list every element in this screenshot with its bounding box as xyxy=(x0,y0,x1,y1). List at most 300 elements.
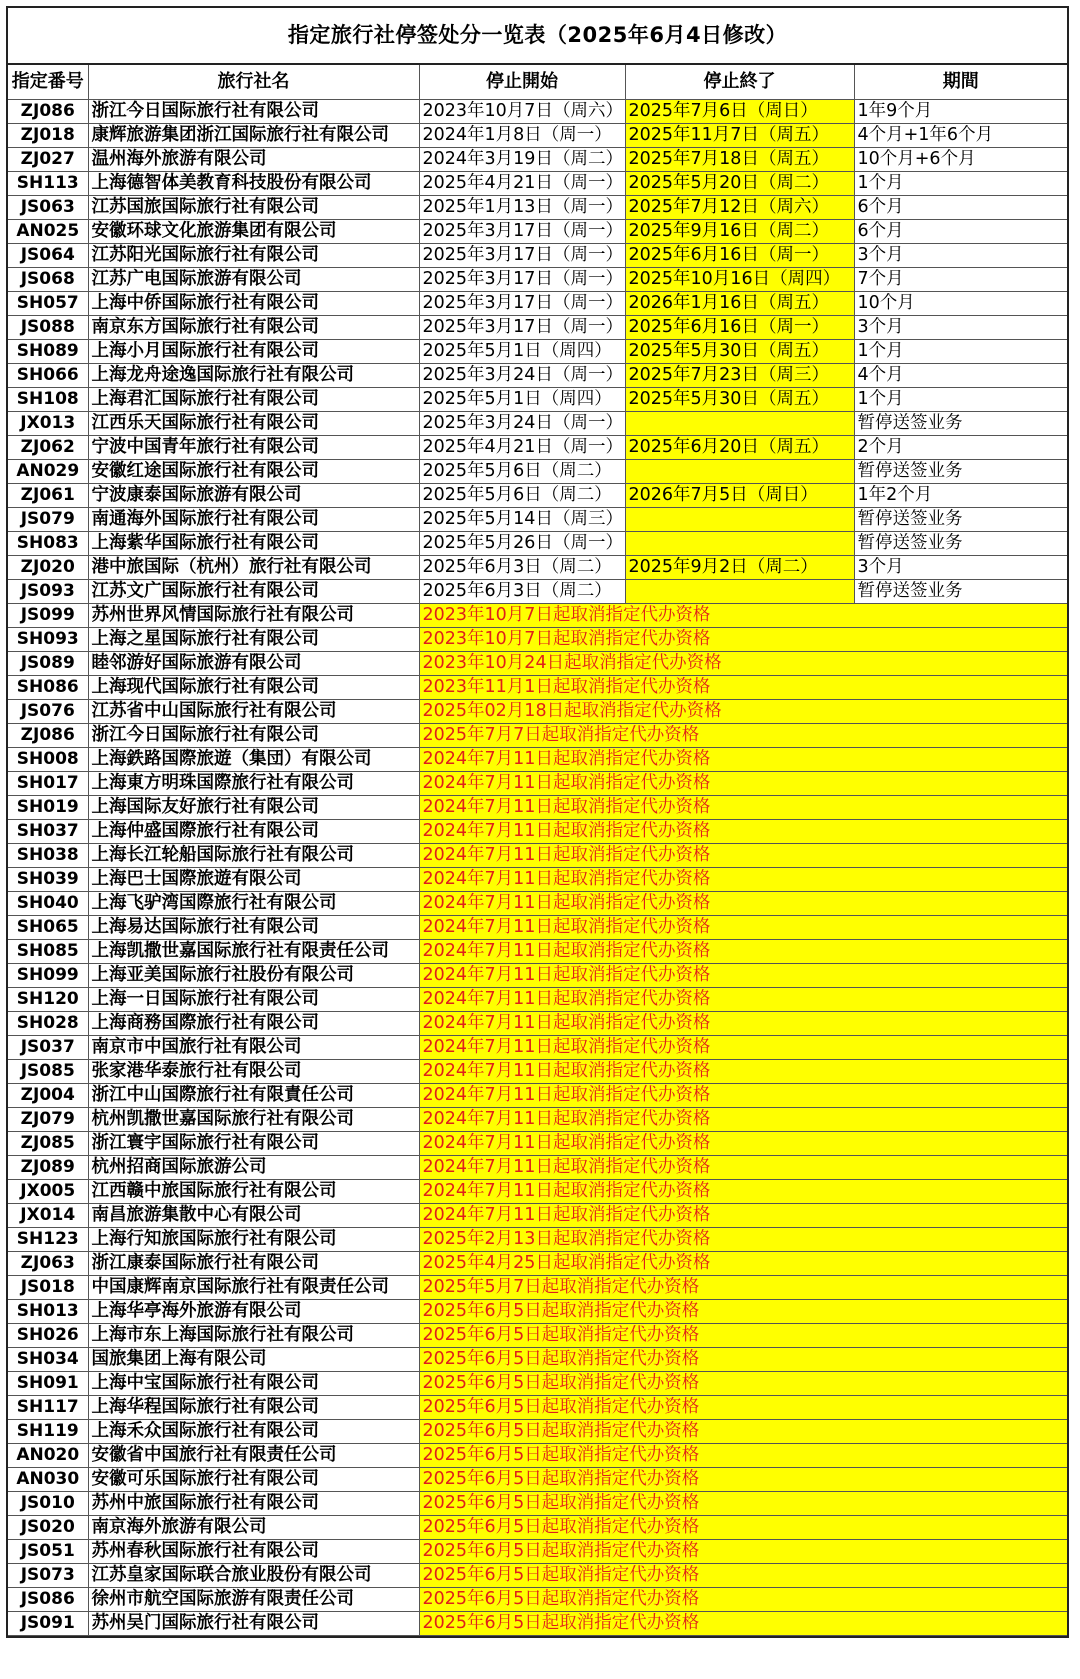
col-header-start: 停止開始 xyxy=(419,65,625,99)
table-row xyxy=(8,1251,1067,1275)
cancellation-note: 2025年02月18日起取消指定代办资格 xyxy=(419,699,1067,723)
agency-code: SH093 xyxy=(8,627,88,651)
table-row xyxy=(8,171,1067,195)
cancellation-note: 2024年7月11日起取消指定代办资格 xyxy=(419,1203,1067,1227)
cancellation-note: 2025年6月5日起取消指定代办资格 xyxy=(419,1539,1067,1563)
cancellation-note: 2024年7月11日起取消指定代办资格 xyxy=(419,939,1067,963)
stop-period: 7个月 xyxy=(854,267,1067,291)
agency-code: ZJ086 xyxy=(8,99,88,123)
stop-start: 2025年3月17日（周一） xyxy=(419,315,625,339)
table-row xyxy=(8,555,1067,579)
header-row xyxy=(8,65,1067,99)
table-row xyxy=(8,579,1067,603)
agency-code: JS037 xyxy=(8,1035,88,1059)
stop-period: 6个月 xyxy=(854,195,1067,219)
agency-name: 上海巴士国際旅遊有限公司 xyxy=(88,867,419,891)
agency-code: ZJ063 xyxy=(8,1251,88,1275)
agency-name: 上海龙舟途逸国际旅行社有限公司 xyxy=(88,363,419,387)
agency-code: JS068 xyxy=(8,267,88,291)
cancellation-note: 2025年6月5日起取消指定代办资格 xyxy=(419,1299,1067,1323)
stop-period: 3个月 xyxy=(854,243,1067,267)
col-header-end: 停止終了 xyxy=(625,65,854,99)
stop-start: 2025年3月17日（周一） xyxy=(419,267,625,291)
agency-name: 江西乐天国际旅行社有限公司 xyxy=(88,411,419,435)
cancellation-note: 2025年6月5日起取消指定代办资格 xyxy=(419,1371,1067,1395)
col-header-period: 期間 xyxy=(854,65,1067,99)
cancellation-note: 2024年7月11日起取消指定代办资格 xyxy=(419,819,1067,843)
table-row xyxy=(8,243,1067,267)
table-row xyxy=(8,771,1067,795)
agency-name: 安徽省中国旅行社有限责任公司 xyxy=(88,1443,419,1467)
agency-code: SH113 xyxy=(8,171,88,195)
agency-name: 国旅集团上海有限公司 xyxy=(88,1347,419,1371)
table-row xyxy=(8,123,1067,147)
stop-end: 2025年7月18日（周五） xyxy=(625,147,854,171)
cancellation-note: 2025年6月5日起取消指定代办资格 xyxy=(419,1515,1067,1539)
agency-code: SH034 xyxy=(8,1347,88,1371)
table-row xyxy=(8,1611,1067,1635)
stop-start: 2024年1月8日（周一） xyxy=(419,123,625,147)
agency-name: 上海德智体美教育科技股份有限公司 xyxy=(88,171,419,195)
table-row xyxy=(8,99,1067,123)
agency-code: SH099 xyxy=(8,963,88,987)
stop-end: 2025年11月7日（周五） xyxy=(625,123,854,147)
agency-name: 苏州吴门国际旅行社有限公司 xyxy=(88,1611,419,1635)
agency-code: ZJ085 xyxy=(8,1131,88,1155)
agency-name: 南昌旅游集散中心有限公司 xyxy=(88,1203,419,1227)
table-row xyxy=(8,1467,1067,1491)
agency-code: JS073 xyxy=(8,1563,88,1587)
table-row xyxy=(8,843,1067,867)
agency-code: JS086 xyxy=(8,1587,88,1611)
stop-end: 2025年6月16日（周一） xyxy=(625,315,854,339)
col-header-name: 旅行社名 xyxy=(88,65,419,99)
stop-period: 4个月+1年6个月 xyxy=(854,123,1067,147)
agency-code: SH066 xyxy=(8,363,88,387)
agency-name: 浙江中山国際旅行社有限責任公司 xyxy=(88,1083,419,1107)
agency-code: SH091 xyxy=(8,1371,88,1395)
table-row xyxy=(8,267,1067,291)
suspension-table xyxy=(8,65,1067,1636)
agency-name: 上海华亭海外旅游有限公司 xyxy=(88,1299,419,1323)
agency-name: 南京东方国际旅行社有限公司 xyxy=(88,315,419,339)
table-row xyxy=(8,939,1067,963)
agency-name: 安徽环球文化旅游集团有限公司 xyxy=(88,219,419,243)
stop-end: 2025年7月12日（周六） xyxy=(625,195,854,219)
agency-code: SH086 xyxy=(8,675,88,699)
agency-name: 上海鉄路国際旅遊（集団）有限公司 xyxy=(88,747,419,771)
table-row xyxy=(8,315,1067,339)
agency-name: 浙江康泰国际旅行社有限公司 xyxy=(88,1251,419,1275)
agency-name: 苏州世界风情国际旅行社有限公司 xyxy=(88,603,419,627)
table-row xyxy=(8,1419,1067,1443)
stop-period: 1年9个月 xyxy=(854,99,1067,123)
agency-code: JS099 xyxy=(8,603,88,627)
cancellation-note: 2025年6月5日起取消指定代办资格 xyxy=(419,1587,1067,1611)
stop-period: 1个月 xyxy=(854,171,1067,195)
table-row xyxy=(8,387,1067,411)
table-row xyxy=(8,651,1067,675)
cancellation-note: 2025年5月7日起取消指定代办资格 xyxy=(419,1275,1067,1299)
agency-code: SH119 xyxy=(8,1419,88,1443)
cancellation-note: 2025年4月25日起取消指定代办资格 xyxy=(419,1251,1067,1275)
stop-period: 暂停送签业务 xyxy=(854,411,1067,435)
cancellation-note: 2024年7月11日起取消指定代办资格 xyxy=(419,891,1067,915)
agency-code: JS085 xyxy=(8,1059,88,1083)
cancellation-note: 2024年7月11日起取消指定代办资格 xyxy=(419,963,1067,987)
stop-end: 2025年7月6日（周日） xyxy=(625,99,854,123)
cancellation-note: 2024年7月11日起取消指定代办资格 xyxy=(419,1083,1067,1107)
table-row xyxy=(8,915,1067,939)
table-row xyxy=(8,723,1067,747)
cancellation-note: 2024年7月11日起取消指定代办资格 xyxy=(419,867,1067,891)
agency-code: JS076 xyxy=(8,699,88,723)
stop-period: 10个月 xyxy=(854,291,1067,315)
cancellation-note: 2025年6月5日起取消指定代办资格 xyxy=(419,1347,1067,1371)
table-row xyxy=(8,291,1067,315)
stop-period: 暂停送签业务 xyxy=(854,507,1067,531)
agency-code: JX005 xyxy=(8,1179,88,1203)
table-row xyxy=(8,1395,1067,1419)
table-row xyxy=(8,1131,1067,1155)
agency-code: SH083 xyxy=(8,531,88,555)
stop-start: 2025年5月26日（周一） xyxy=(419,531,625,555)
stop-end: 2025年5月30日（周五） xyxy=(625,339,854,363)
agency-code: JS091 xyxy=(8,1611,88,1635)
stop-end: 2026年1月16日（周五） xyxy=(625,291,854,315)
table-row xyxy=(8,1323,1067,1347)
table-row xyxy=(8,1299,1067,1323)
table-row xyxy=(8,963,1067,987)
agency-code: AN025 xyxy=(8,219,88,243)
table-row xyxy=(8,1227,1067,1251)
cancellation-note: 2023年10月7日起取消指定代办资格 xyxy=(419,603,1067,627)
table-row xyxy=(8,339,1067,363)
agency-name: 宁波中国青年旅行社有限公司 xyxy=(88,435,419,459)
table-row xyxy=(8,507,1067,531)
agency-code: SH017 xyxy=(8,771,88,795)
agency-code: SH019 xyxy=(8,795,88,819)
agency-code: ZJ018 xyxy=(8,123,88,147)
stop-period: 1年2个月 xyxy=(854,483,1067,507)
agency-code: JS064 xyxy=(8,243,88,267)
table-row xyxy=(8,627,1067,651)
cancellation-note: 2024年7月11日起取消指定代办资格 xyxy=(419,1107,1067,1131)
agency-name: 上海易达国际旅行社有限公司 xyxy=(88,915,419,939)
agency-code: JX014 xyxy=(8,1203,88,1227)
agency-code: SH117 xyxy=(8,1395,88,1419)
stop-end: 2025年5月20日（周二） xyxy=(625,171,854,195)
agency-name: 南通海外国际旅行社有限公司 xyxy=(88,507,419,531)
agency-name: 上海中宝国际旅行社有限公司 xyxy=(88,1371,419,1395)
stop-period: 1个月 xyxy=(854,387,1067,411)
table-row xyxy=(8,1059,1067,1083)
table-row xyxy=(8,675,1067,699)
agency-code: JS089 xyxy=(8,651,88,675)
agency-code: ZJ061 xyxy=(8,483,88,507)
stop-period: 4个月 xyxy=(854,363,1067,387)
stop-start: 2025年4月21日（周一） xyxy=(419,435,625,459)
agency-code: ZJ089 xyxy=(8,1155,88,1179)
agency-name: 上海现代国际旅行社有限公司 xyxy=(88,675,419,699)
stop-start: 2025年3月24日（周一） xyxy=(419,411,625,435)
agency-name: 安徽红途国际旅行社有限公司 xyxy=(88,459,419,483)
agency-name: 康辉旅游集团浙江国际旅行社有限公司 xyxy=(88,123,419,147)
stop-start: 2025年5月6日（周二） xyxy=(419,483,625,507)
agency-name: 浙江寰宇国际旅行社有限公司 xyxy=(88,1131,419,1155)
agency-code: JS093 xyxy=(8,579,88,603)
agency-name: 上海禾众国际旅行社有限公司 xyxy=(88,1419,419,1443)
stop-end xyxy=(625,507,854,531)
table-row xyxy=(8,603,1067,627)
stop-start: 2025年5月1日（周四） xyxy=(419,387,625,411)
agency-code: JS051 xyxy=(8,1539,88,1563)
table-row xyxy=(8,747,1067,771)
agency-name: 上海紫华国际旅行社有限公司 xyxy=(88,531,419,555)
agency-code: SH089 xyxy=(8,339,88,363)
agency-name: 上海之星国际旅行社有限公司 xyxy=(88,627,419,651)
agency-code: JS079 xyxy=(8,507,88,531)
agency-code: SH008 xyxy=(8,747,88,771)
sheet-title: 指定旅行社停签处分一览表（2025年6月4日修改） xyxy=(8,8,1067,65)
agency-code: SH013 xyxy=(8,1299,88,1323)
agency-name: 南京海外旅游有限公司 xyxy=(88,1515,419,1539)
cancellation-note: 2025年6月5日起取消指定代办资格 xyxy=(419,1323,1067,1347)
stop-end xyxy=(625,411,854,435)
agency-name: 苏州中旅国际旅行社有限公司 xyxy=(88,1491,419,1515)
stop-period: 暂停送签业务 xyxy=(854,531,1067,555)
agency-code: SH040 xyxy=(8,891,88,915)
cancellation-note: 2025年6月5日起取消指定代办资格 xyxy=(419,1611,1067,1635)
table-row xyxy=(8,147,1067,171)
stop-end: 2025年10月16日（周四） xyxy=(625,267,854,291)
agency-name: 浙江今日国际旅行社有限公司 xyxy=(88,723,419,747)
table-row xyxy=(8,1563,1067,1587)
stop-start: 2025年3月17日（周一） xyxy=(419,243,625,267)
table-row xyxy=(8,1539,1067,1563)
agency-name: 上海亚美国际旅行社股份有限公司 xyxy=(88,963,419,987)
table-row xyxy=(8,1107,1067,1131)
agency-code: ZJ086 xyxy=(8,723,88,747)
agency-code: JS063 xyxy=(8,195,88,219)
cancellation-note: 2024年7月11日起取消指定代办资格 xyxy=(419,987,1067,1011)
agency-name: 南京市中国旅行社有限公司 xyxy=(88,1035,419,1059)
table-row xyxy=(8,1515,1067,1539)
cancellation-note: 2024年7月11日起取消指定代办资格 xyxy=(419,1179,1067,1203)
table-row xyxy=(8,363,1067,387)
cancellation-note: 2023年10月7日起取消指定代办资格 xyxy=(419,627,1067,651)
table-row xyxy=(8,987,1067,1011)
cancellation-note: 2025年2月13日起取消指定代办资格 xyxy=(419,1227,1067,1251)
agency-name: 张家港华泰旅行社有限公司 xyxy=(88,1059,419,1083)
agency-name: 中国康辉南京国际旅行社有限责任公司 xyxy=(88,1275,419,1299)
cancellation-note: 2025年6月5日起取消指定代办资格 xyxy=(419,1467,1067,1491)
stop-start: 2024年3月19日（周二） xyxy=(419,147,625,171)
stop-start: 2025年3月17日（周一） xyxy=(419,291,625,315)
agency-code: SH085 xyxy=(8,939,88,963)
stop-end: 2025年7月23日（周三） xyxy=(625,363,854,387)
table-row xyxy=(8,819,1067,843)
table-row xyxy=(8,1275,1067,1299)
agency-name: 上海行知旅国际旅行社有限公司 xyxy=(88,1227,419,1251)
agency-code: JS010 xyxy=(8,1491,88,1515)
agency-name: 上海商務国際旅行社有限公司 xyxy=(88,1011,419,1035)
table-row xyxy=(8,1491,1067,1515)
agency-code: ZJ027 xyxy=(8,147,88,171)
stop-period: 10个月+6个月 xyxy=(854,147,1067,171)
table-row xyxy=(8,1035,1067,1059)
stop-end: 2026年7月5日（周日） xyxy=(625,483,854,507)
cancellation-note: 2025年6月5日起取消指定代办资格 xyxy=(419,1563,1067,1587)
stop-end: 2025年6月16日（周一） xyxy=(625,243,854,267)
agency-code: JX013 xyxy=(8,411,88,435)
agency-name: 上海君汇国际旅行社有限公司 xyxy=(88,387,419,411)
cancellation-note: 2023年11月1日起取消指定代办资格 xyxy=(419,675,1067,699)
stop-start: 2025年1月13日（周一） xyxy=(419,195,625,219)
agency-name: 苏州春秋国际旅行社有限公司 xyxy=(88,1539,419,1563)
stop-start: 2025年6月3日（周二） xyxy=(419,555,625,579)
table-row xyxy=(8,531,1067,555)
stop-start: 2025年5月1日（周四） xyxy=(419,339,625,363)
table-row xyxy=(8,1443,1067,1467)
agency-code: AN029 xyxy=(8,459,88,483)
table-row xyxy=(8,699,1067,723)
cancellation-note: 2024年7月11日起取消指定代办资格 xyxy=(419,1035,1067,1059)
table-row xyxy=(8,483,1067,507)
agency-code: SH123 xyxy=(8,1227,88,1251)
cancellation-note: 2024年7月11日起取消指定代办资格 xyxy=(419,1155,1067,1179)
agency-name: 港中旅国际（杭州）旅行社有限公司 xyxy=(88,555,419,579)
agency-name: 徐州市航空国际旅游有限责任公司 xyxy=(88,1587,419,1611)
agency-name: 江苏阳光国际旅行社有限公司 xyxy=(88,243,419,267)
agency-code: AN030 xyxy=(8,1467,88,1491)
stop-end: 2025年5月30日（周五） xyxy=(625,387,854,411)
table-row xyxy=(8,435,1067,459)
agency-name: 上海长江轮船国际旅行社有限公司 xyxy=(88,843,419,867)
table-row xyxy=(8,1155,1067,1179)
stop-start: 2025年5月6日（周二） xyxy=(419,459,625,483)
stop-end xyxy=(625,579,854,603)
table-row xyxy=(8,795,1067,819)
stop-end: 2025年6月20日（周五） xyxy=(625,435,854,459)
stop-period: 2个月 xyxy=(854,435,1067,459)
stop-period: 6个月 xyxy=(854,219,1067,243)
agency-name: 上海中侨国际旅行社有限公司 xyxy=(88,291,419,315)
agency-name: 上海国际友好旅行社有限公司 xyxy=(88,795,419,819)
stop-end: 2025年9月16日（周二） xyxy=(625,219,854,243)
stop-period: 暂停送签业务 xyxy=(854,579,1067,603)
table-row xyxy=(8,411,1067,435)
agency-code: ZJ004 xyxy=(8,1083,88,1107)
agency-name: 上海小月国际旅行社有限公司 xyxy=(88,339,419,363)
agency-code: ZJ020 xyxy=(8,555,88,579)
table-row xyxy=(8,1179,1067,1203)
agency-code: SH026 xyxy=(8,1323,88,1347)
table-row xyxy=(8,1347,1067,1371)
agency-name: 上海仲盛国際旅行社有限公司 xyxy=(88,819,419,843)
table-row xyxy=(8,1083,1067,1107)
table-row xyxy=(8,867,1067,891)
agency-code: JS020 xyxy=(8,1515,88,1539)
agency-name: 安徽可乐国际旅行社有限公司 xyxy=(88,1467,419,1491)
stop-period: 3个月 xyxy=(854,555,1067,579)
cancellation-note: 2024年7月11日起取消指定代办资格 xyxy=(419,795,1067,819)
table-row xyxy=(8,891,1067,915)
stop-start: 2025年6月3日（周二） xyxy=(419,579,625,603)
table-row xyxy=(8,1011,1067,1035)
agency-code: AN020 xyxy=(8,1443,88,1467)
cancellation-note: 2024年7月11日起取消指定代办资格 xyxy=(419,1131,1067,1155)
stop-start: 2025年3月17日（周一） xyxy=(419,219,625,243)
agency-name: 睦邻游好国际旅游有限公司 xyxy=(88,651,419,675)
cancellation-note: 2025年7月7日起取消指定代办资格 xyxy=(419,723,1067,747)
agency-name: 江西赣中旅国际旅行社有限公司 xyxy=(88,1179,419,1203)
table-row xyxy=(8,195,1067,219)
agency-code: SH108 xyxy=(8,387,88,411)
stop-period: 1个月 xyxy=(854,339,1067,363)
stop-start: 2025年3月24日（周一） xyxy=(419,363,625,387)
col-header-code: 指定番号 xyxy=(8,65,88,99)
stop-period: 3个月 xyxy=(854,315,1067,339)
cancellation-note: 2025年6月5日起取消指定代办资格 xyxy=(419,1395,1067,1419)
agency-code: JS088 xyxy=(8,315,88,339)
cancellation-note: 2024年7月11日起取消指定代办资格 xyxy=(419,1059,1067,1083)
agency-code: SH065 xyxy=(8,915,88,939)
agency-code: SH028 xyxy=(8,1011,88,1035)
cancellation-note: 2024年7月11日起取消指定代办资格 xyxy=(419,843,1067,867)
cancellation-note: 2024年7月11日起取消指定代办资格 xyxy=(419,1011,1067,1035)
agency-code: JS018 xyxy=(8,1275,88,1299)
agency-code: SH057 xyxy=(8,291,88,315)
agency-name: 上海凯撒世嘉国际旅行社有限责任公司 xyxy=(88,939,419,963)
agency-code: SH038 xyxy=(8,843,88,867)
cancellation-note: 2025年6月5日起取消指定代办资格 xyxy=(419,1491,1067,1515)
table-row xyxy=(8,459,1067,483)
agency-name: 上海市东上海国际旅行社有限公司 xyxy=(88,1323,419,1347)
stop-start: 2025年5月14日（周三） xyxy=(419,507,625,531)
cancellation-note: 2025年6月5日起取消指定代办资格 xyxy=(419,1443,1067,1467)
agency-name: 上海华程国际旅行社有限公司 xyxy=(88,1395,419,1419)
agency-name: 江苏文广国际旅行社有限公司 xyxy=(88,579,419,603)
agency-name: 杭州招商国际旅游公司 xyxy=(88,1155,419,1179)
stop-period: 暂停送签业务 xyxy=(854,459,1067,483)
table-row xyxy=(8,1371,1067,1395)
stop-end xyxy=(625,531,854,555)
agency-name: 浙江今日国际旅行社有限公司 xyxy=(88,99,419,123)
agency-name: 上海一日国际旅行社有限公司 xyxy=(88,987,419,1011)
agency-code: SH120 xyxy=(8,987,88,1011)
stop-end xyxy=(625,459,854,483)
suspension-sheet xyxy=(6,6,1069,1638)
agency-code: SH037 xyxy=(8,819,88,843)
table-row xyxy=(8,1203,1067,1227)
agency-name: 江苏省中山国际旅行社有限公司 xyxy=(88,699,419,723)
cancellation-note: 2025年6月5日起取消指定代办资格 xyxy=(419,1419,1067,1443)
agency-name: 江苏广电国际旅游有限公司 xyxy=(88,267,419,291)
cancellation-note: 2023年10月24日起取消指定代办资格 xyxy=(419,651,1067,675)
table-body xyxy=(8,99,1067,1635)
agency-name: 杭州凯撒世嘉国际旅行社有限公司 xyxy=(88,1107,419,1131)
agency-code: ZJ062 xyxy=(8,435,88,459)
cancellation-note: 2024年7月11日起取消指定代办资格 xyxy=(419,771,1067,795)
agency-code: SH039 xyxy=(8,867,88,891)
agency-name: 江苏皇家国际联合旅业股份有限公司 xyxy=(88,1563,419,1587)
cancellation-note: 2024年7月11日起取消指定代办资格 xyxy=(419,915,1067,939)
agency-name: 江苏国旅国际旅行社有限公司 xyxy=(88,195,419,219)
stop-start: 2023年10月7日（周六） xyxy=(419,99,625,123)
agency-name: 上海飞驴湾国際旅行社有限公司 xyxy=(88,891,419,915)
table-row xyxy=(8,219,1067,243)
